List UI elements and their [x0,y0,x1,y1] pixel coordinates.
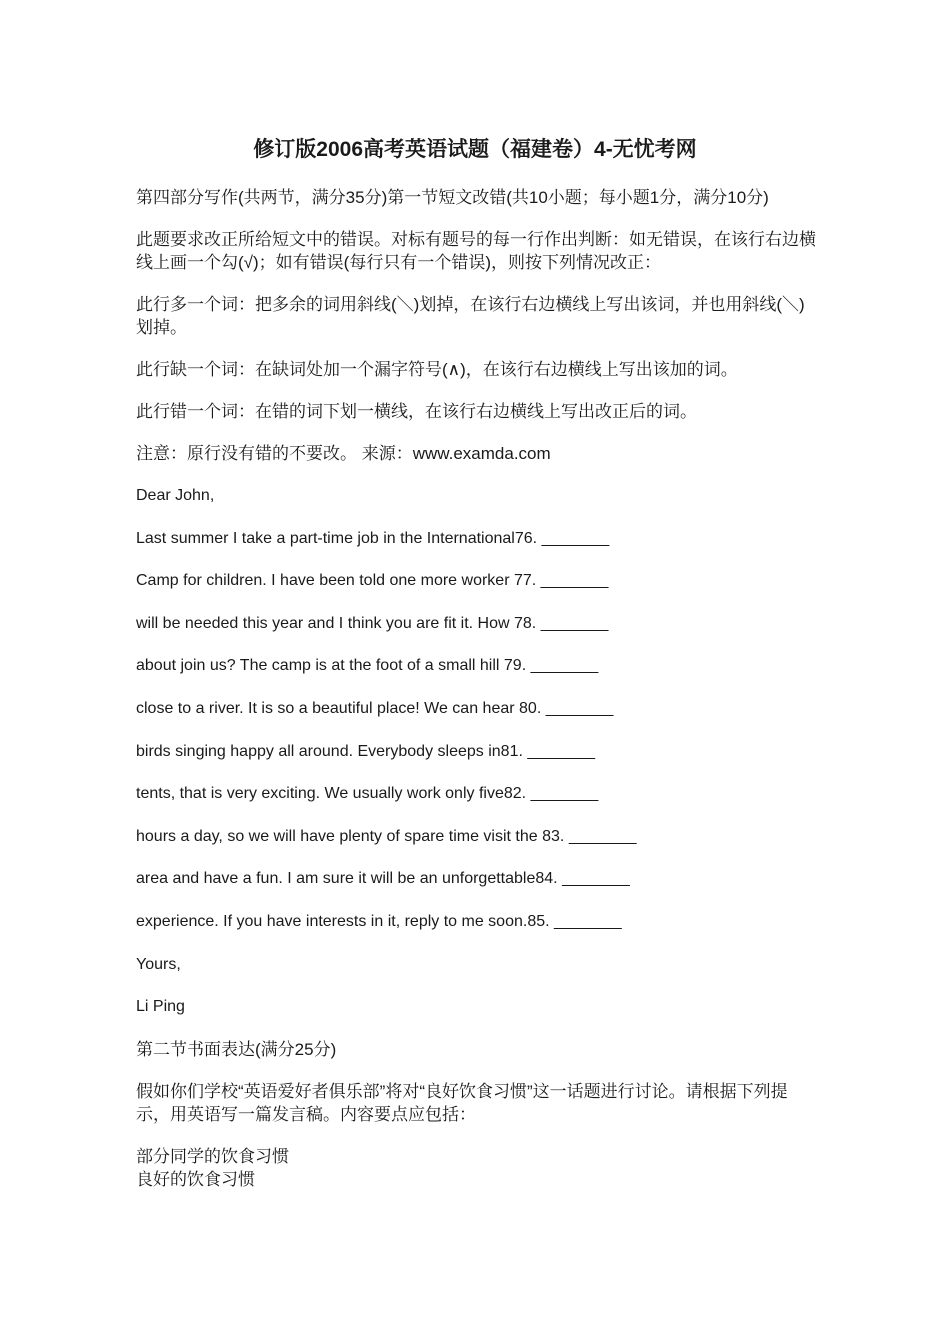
answer-blank: ________ [540,572,608,590]
answer-blank: ________ [527,742,595,760]
letter-line [136,654,816,677]
question-number: 81. [500,742,523,760]
letter-line-text: area and have a fun. I am sure it will be an unforgettable [136,870,536,888]
answer-blank: ________ [554,912,622,930]
letter-line [136,612,816,635]
note-source: 注意：原行没有错的不要改。 来源：www.examda.com [136,444,551,463]
document-body [136,186,816,1191]
rule-missing-word: 此行缺一个词：在缺词处加一个漏字符号(∧)，在该行右边横线上写出该加的词。 [136,360,738,379]
letter-greeting: Dear John, [136,487,215,504]
letter-line [136,825,816,848]
answer-blank: ________ [562,870,630,888]
question-number: 79. [503,657,527,675]
question-number: 84. [535,870,558,888]
question-number: 78. [513,614,537,632]
letter-line-text: will be needed this year and I think you are fit it. How [136,614,514,632]
letter-line [136,867,816,890]
instructions-paragraph: 此题要求改正所给短文中的错误。对标有题号的每一行作出判断：如无错误，在该行右边横线上画一个勾(√)；如有错误(每行只有一个错误)，则按下列情况改正： [136,230,816,272]
answer-blank: ________ [568,827,637,845]
rule-extra-word: 此行多一个词：把多余的词用斜线(＼)划掉，在该行右边横线上写出该词，并也用斜线(＼)划掉。 [136,295,805,337]
letter-line-text: hours a day, so we will have plenty of spare time visit the [136,827,543,845]
question-number: 80. [519,699,542,717]
letter-line [136,569,816,592]
letter-line-text: Last summer I take a part-time job in the International [136,529,515,547]
letter-line-text: experience. If you have interests in it, reply to me soon. [136,912,528,930]
answer-blank: ________ [540,614,608,632]
section2-prompt: 假如你们学校“英语爱好者俱乐部”将对“良好饮食习惯”这一话题进行讨论。请根据下列提示，用英语写一篇发言稿。内容要点应包括： [136,1081,788,1124]
question-number: 83. [542,827,565,845]
letter-line-text: tents, that is very exciting. We usually work only five [136,785,504,803]
content-point: 部分同学的饮食习惯 [136,1146,289,1166]
answer-blank: ________ [541,529,609,547]
letter-line [136,740,816,763]
letter-closing: Yours, [136,955,181,973]
letter-line [136,697,816,720]
question-number: 76. [514,529,538,547]
section1-heading: 第四部分写作(共两节，满分35分)第一节短文改错(共10小题；每小题1分，满分10分) [136,188,769,207]
letter-line-text: birds singing happy all around. Everybody sleeps in [136,742,501,760]
letter-line [136,782,816,805]
content-point: 良好的饮食习惯 [136,1169,255,1189]
question-number: 77. [513,572,537,590]
answer-blank: ________ [530,657,598,675]
answer-blank: ________ [530,785,598,803]
letter-line-text: Camp for children. I have been told one more worker [136,572,514,590]
section2-heading: 第二节书面表达(满分25分) [136,1039,337,1059]
question-number: 85. [527,912,550,930]
letter-signature: Li Ping [136,998,185,1016]
letter-line-text: about join us? The camp is at the foot of a small hill [136,657,504,675]
question-number: 82. [503,785,527,803]
letter-line-text: close to a river. It is so a beautiful place! We can hear [136,699,520,717]
document-title: 修订版2006高考英语试题（福建卷）4-无忧考网 [253,138,697,161]
letter-line [136,910,816,933]
letter-line [136,527,816,550]
rule-wrong-word: 此行错一个词：在错的词下划一横线，在该行右边横线上写出改正后的词。 [136,402,697,421]
answer-blank: ________ [545,699,613,717]
